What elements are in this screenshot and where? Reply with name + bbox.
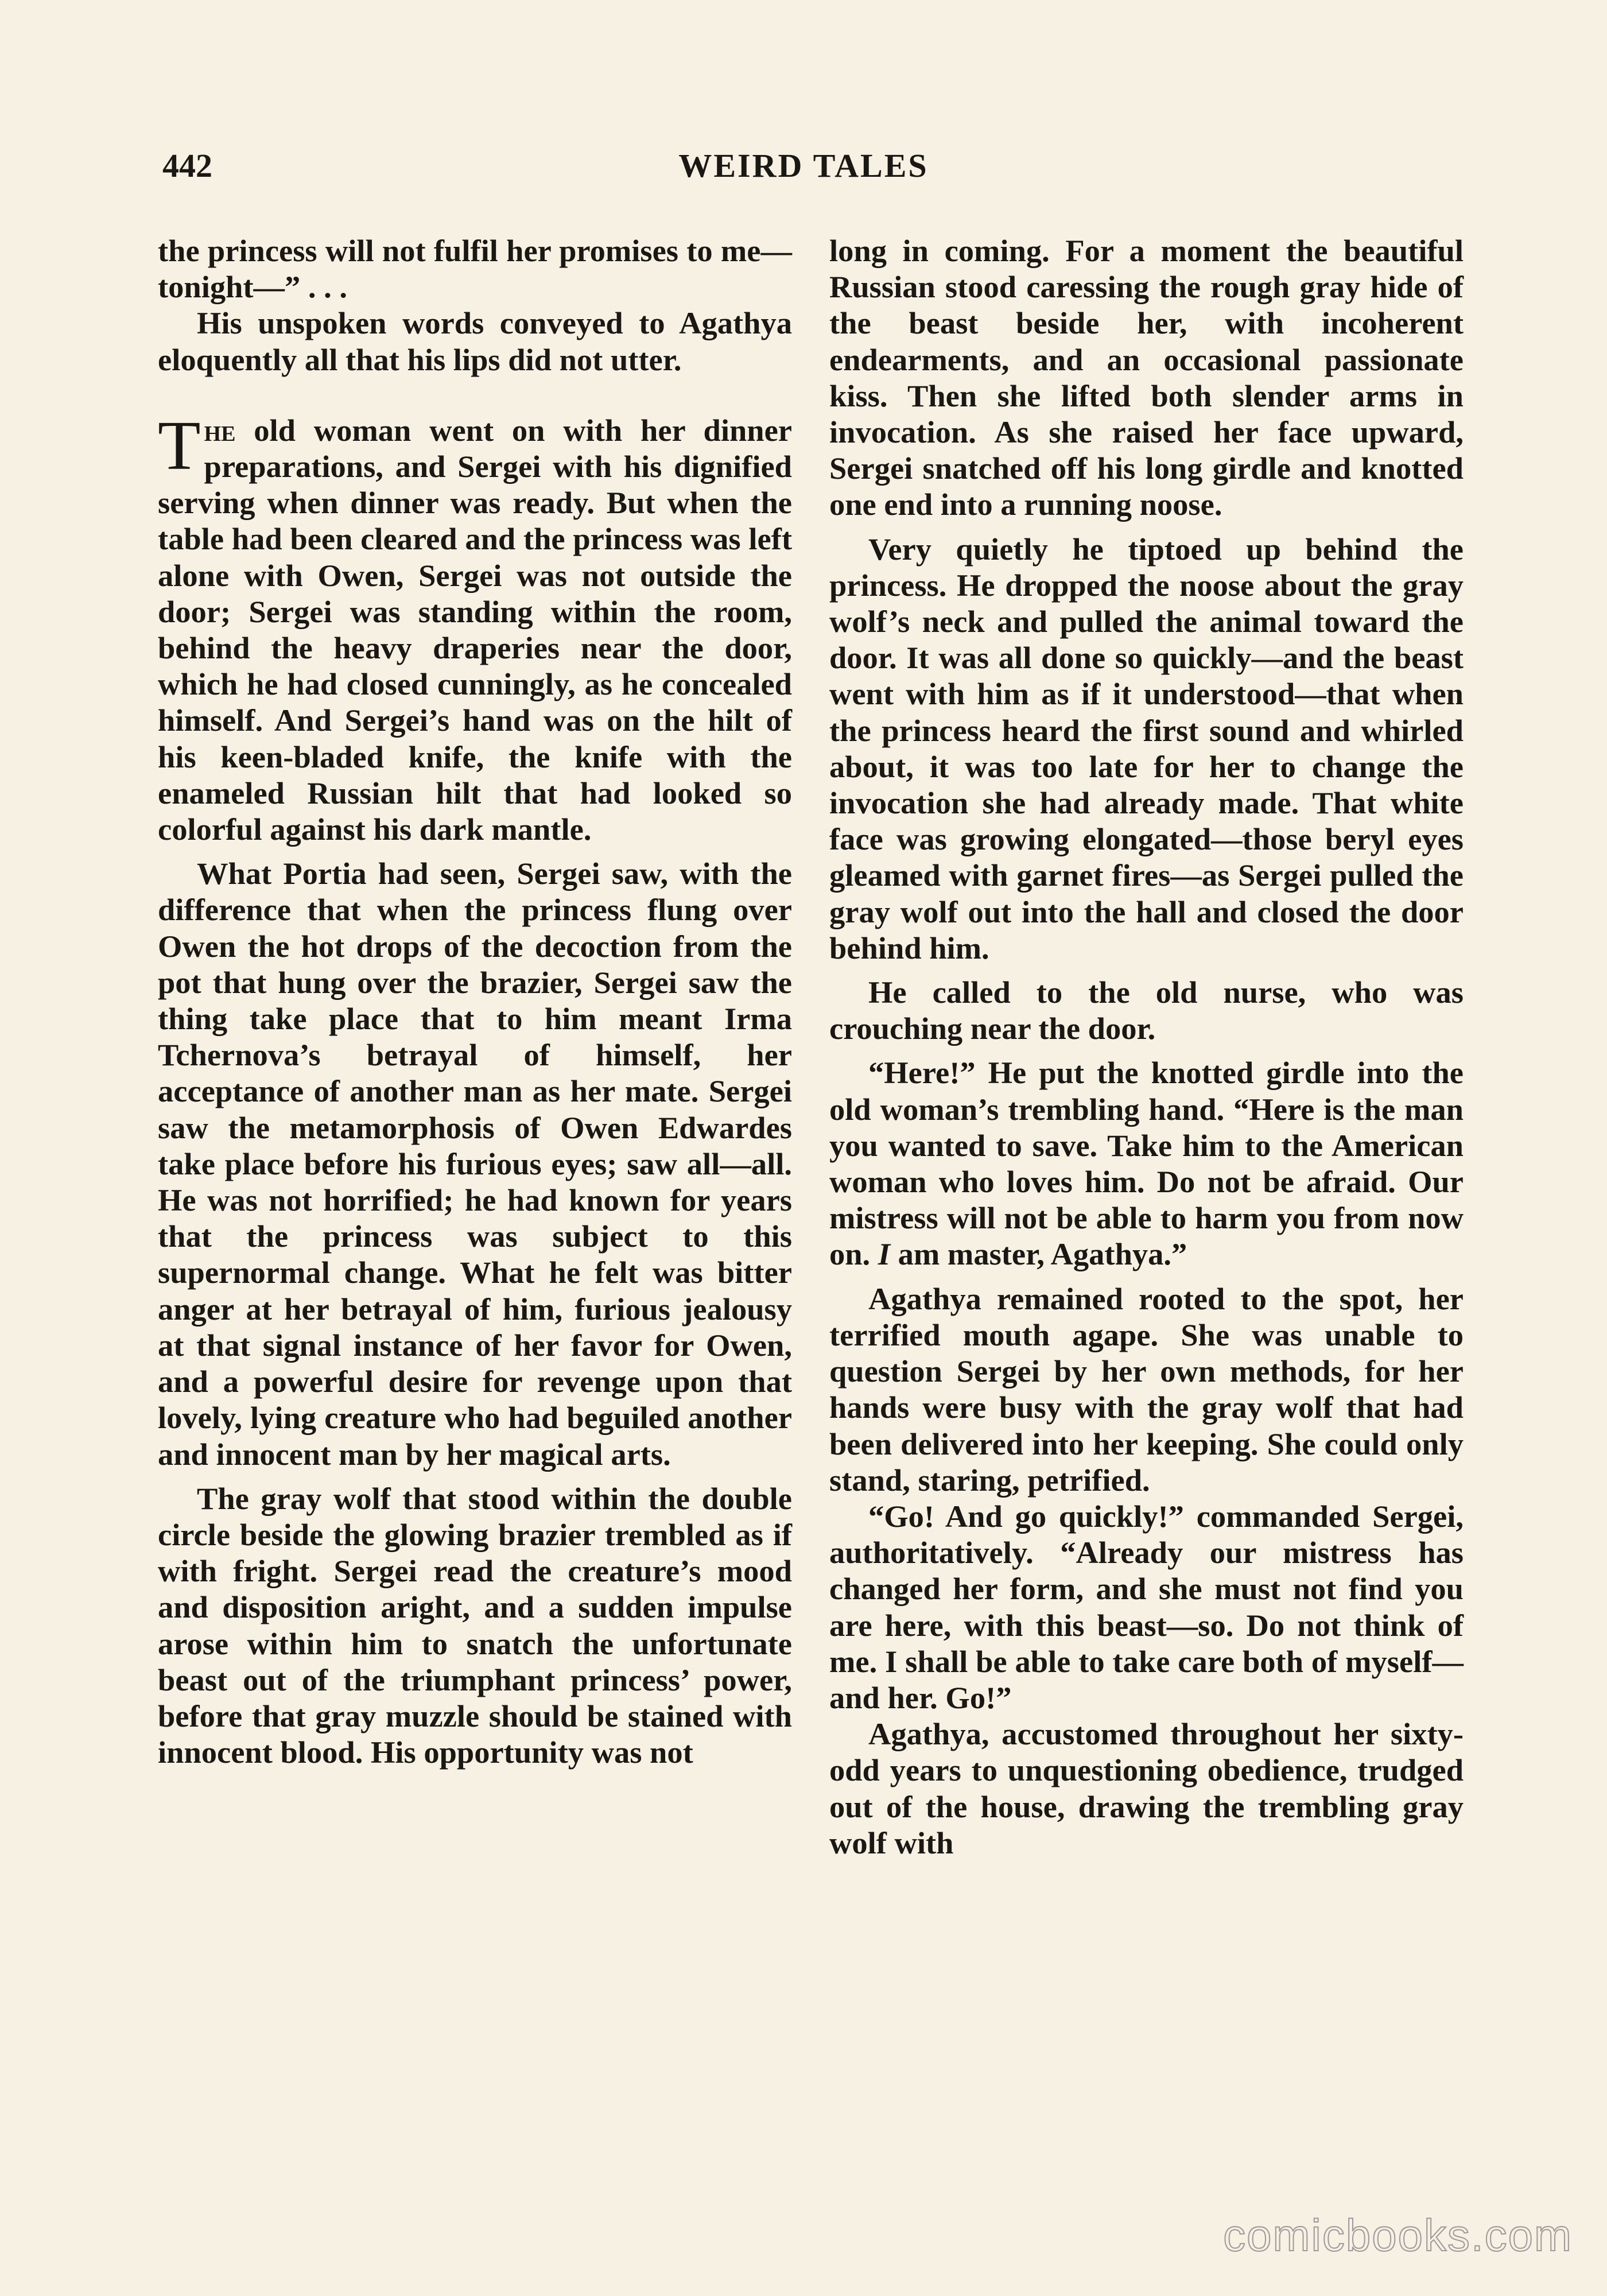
- paragraph: He called to the old nurse, who was crouching near the door.: [829, 975, 1464, 1046]
- left-column: [158, 232, 792, 1770]
- page-number: 442: [162, 147, 212, 184]
- paragraph-text: am master, Agathya.”: [890, 1236, 1187, 1272]
- paragraph: “Go! And go quickly!” commanded Sergei, authoritatively. “Already our mistress has changed her form, and she must not find you are here, with this beast—so. Do not think of me. I shall be able to take care both of myself—and her. Go!”: [829, 1498, 1464, 1715]
- paragraph: the princess will not fulfil her promises to me—tonight—” . . .: [158, 233, 792, 305]
- paragraph: His unspoken words conveyed to Agathya eloquently all that his lips did not utter.: [158, 305, 792, 377]
- paragraph: long in coming. For a moment the beautiful Russian stood caressing the rough gray hide of the beast beside her, with incoherent endearments, and an occasional passionate kiss. Then she lifted both slender arms in invocation. As she raised her face upward, Sergei snatched off his long girdle and knotted one end into a running noose.: [829, 233, 1464, 522]
- section-break: [158, 378, 792, 412]
- paragraph: Agathya, accustomed throughout her sixty-odd years to unquestioning obedience, trudged out of the house, drawing the trembling gray wolf with: [829, 1716, 1464, 1860]
- small-caps-lead: he: [204, 412, 236, 448]
- paragraph: Very quietly he tiptoed up behind the princess. He dropped the noose about the gray wolf’s neck and pulled the animal toward the door. It was all done so quickly—and the beast went with him as if it understood—that when the princess heard the first sound and whirled about, it was too late for her to change the invocation she had already made. That white face was growing elongated—those beryl eyes gleamed with garnet fires—as Sergei pulled the gray wolf out into the hall and closed the door behind him.: [829, 531, 1464, 965]
- paragraph-text: “Here!” He put the knotted girdle into the old woman’s trembling hand. “Here is the man you wanted to save. Take him to the American woman who loves him. Do not be afraid. Our mistress will not be able to harm you from now on.: [829, 1055, 1464, 1272]
- emphasis-text: I: [878, 1236, 891, 1272]
- paragraph: The gray wolf that stood within the double circle beside the glowing brazier trembled as if with fright. Sergei read the creature’s mood and disposition aright, and a sudden impulse arose within him to snatch the unfortunate beast out of the triumphant princess’ power, before that gray muzzle should be stained with innocent blood. His opportunity was not: [158, 1480, 792, 1770]
- running-head: WEIRD TALES: [678, 147, 929, 184]
- paragraph: Agathya remained rooted to the spot, her terrified mouth agape. She was unable to question Sergei by her own methods, for her hands were busy with the gray wolf that had been delivered into her keeping. She could only stand, staring, petrified.: [829, 1281, 1464, 1498]
- paragraph: [829, 1054, 1464, 1272]
- paragraph-with-drop-cap: [158, 406, 792, 847]
- watermark: comicbooks.com: [1223, 2210, 1573, 2260]
- paragraph: What Portia had seen, Sergei saw, with the difference that when the princess flung over Owen the hot drops of the decoction from the pot that hung over the brazier, Sergei saw the thing take place that to him meant Irma Tchernova’s betrayal of himself, her acceptance of another man as her mate. Sergei saw the metamorphosis of Owen Edwardes take place before his furious eyes; saw all—all. He was not horrified; he had known for years that the princess was subject to this supernormal change. What he felt was bitter anger at her betrayal of him, furious jealousy at that signal instance of her favor for Owen, and a powerful desire for revenge upon that lovely, lying creature who had beguiled another and innocent man by her magical arts.: [158, 856, 792, 1472]
- right-column: [829, 232, 1464, 1861]
- drop-cap: T: [158, 406, 201, 484]
- paragraph-text: old woman went on with her dinner preparations, and Sergei with his dignified serving when dinner was ready. But when the table had been cleared and the princess was left alone with Owen, Sergei was not outside the door; Sergei was standing within the room, behind the heavy draperies near the door, which he had closed cunningly, as he concealed himself. And Sergei’s hand was on the hilt of his keen-bladed knife, the knife with the enameled Russian hilt that had looked so colorful against his dark mantle.: [158, 412, 792, 847]
